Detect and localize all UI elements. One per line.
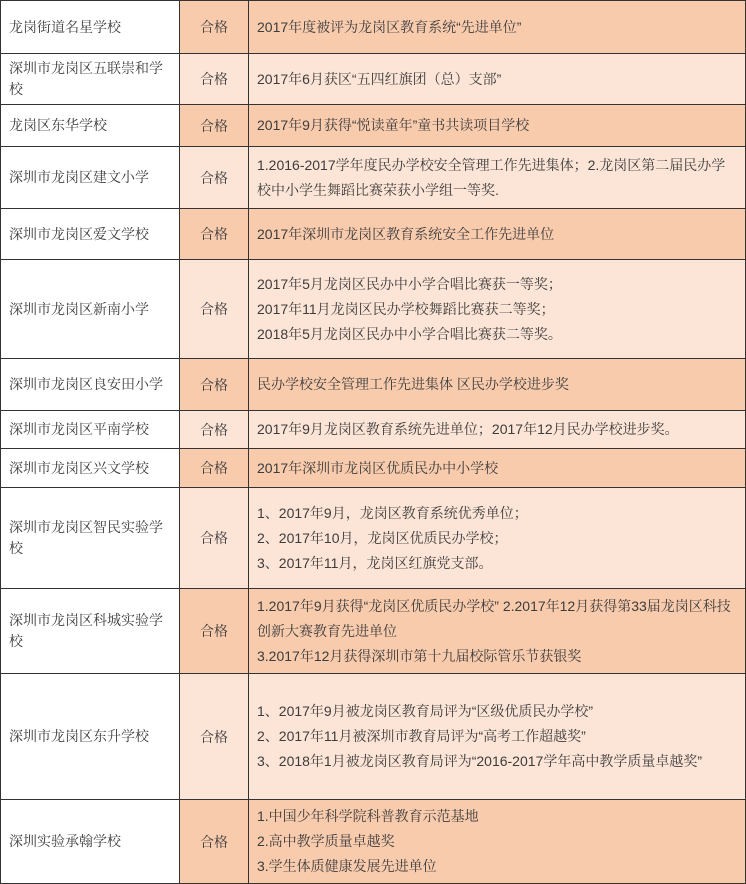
achievement-line: 1.2016-2017学年度民办学校安全管理工作先进集体；2.龙岗区第二届民办学校中小学生舞蹈比赛荣获小学组一等奖. — [257, 156, 726, 198]
achievement-line: 2017年6月获区“五四红旗团（总）支部” — [257, 70, 502, 87]
achievements-cell — [248, 1, 745, 53]
achievements-cell — [248, 674, 745, 799]
school-name-cell: 深圳市龙岗区平南学校 — [1, 411, 179, 448]
achievement-line: 2017年度被评为龙岗区教育系统“先进单位” — [257, 18, 522, 35]
achievement-line: 2017年深圳市龙岗区优质民办中小学校 — [257, 459, 499, 476]
status-cell: 合格 — [179, 800, 248, 883]
school-name-cell: 深圳市龙岗区建文小学 — [1, 147, 179, 208]
school-name-cell: 深圳市龙岗区东升学校 — [1, 674, 179, 799]
status-cell: 合格 — [179, 488, 248, 588]
school-name-cell: 深圳市龙岗区五联崇和学校 — [1, 54, 179, 104]
status-cell: 合格 — [179, 54, 248, 104]
table-row — [1, 208, 745, 259]
school-name-cell: 深圳市龙岗区科城实验学校 — [1, 589, 179, 673]
table-row — [1, 1, 745, 53]
status-cell: 合格 — [179, 209, 248, 259]
school-name-cell: 深圳市龙岗区新南小学 — [1, 260, 179, 358]
status-cell: 合格 — [179, 260, 248, 358]
achievement-line: 2017年9月龙岗区教育系统先进单位；2017年12月民办学校进步奖。 — [257, 421, 679, 437]
table-row — [1, 104, 745, 146]
achievement-line: 3、2018年1月被龙岗区教育局评为“2016-2017学年高中教学质量卓越奖” — [257, 753, 702, 769]
status-cell: 合格 — [179, 105, 248, 146]
achievement-line: 1、2017年9月，龙岗区教育系统优秀单位； — [257, 504, 528, 521]
achievements-cell — [248, 411, 745, 448]
table-row — [1, 588, 745, 673]
status-cell: 合格 — [179, 147, 248, 208]
achievements-cell — [248, 260, 745, 358]
achievement-line: 民办学校安全管理工作先进集体 区民办学校进步奖 — [257, 376, 569, 392]
table-row — [1, 673, 745, 799]
achievements-cell — [248, 449, 745, 487]
achievements-cell — [248, 209, 745, 259]
achievement-line: 1、2017年9月被龙岗区教育局评为“区级优质民办学校” — [257, 703, 594, 719]
achievement-line: 1.中国少年科学院科普教育示范基地 — [257, 808, 479, 824]
table-row — [1, 487, 745, 588]
school-name-cell: 龙岗区东华学校 — [1, 105, 179, 146]
achievement-line: 3.学生体质健康发展先进单位 — [257, 858, 437, 874]
achievement-line: 3.2017年12月获得深圳市第十九届校际管乐节获银奖 — [257, 647, 582, 664]
status-cell: 合格 — [179, 589, 248, 673]
achievement-line: 1.2017年9月获得“龙岗区优质民办学校” 2.2017年12月获得第33届龙岗区科技创新大赛教育先进单位 — [257, 597, 731, 639]
status-cell: 合格 — [179, 411, 248, 448]
achievements-cell — [248, 488, 745, 588]
achievements-cell — [248, 800, 745, 883]
school-name-cell: 深圳实验承翰学校 — [1, 800, 179, 883]
school-name-cell: 深圳市龙岗区兴文学校 — [1, 449, 179, 487]
achievement-line: 2.高中教学质量卓越奖 — [257, 833, 395, 849]
school-name-cell: 龙岗街道名星学校 — [1, 1, 179, 53]
status-cell: 合格 — [179, 1, 248, 53]
achievement-line: 2017年5月龙岗区民办中小学合唱比赛获一等奖； — [257, 275, 562, 292]
achievement-line: 2017年11月龙岗区民办学校舞蹈比赛获二等奖； — [257, 300, 555, 317]
achievements-cell — [248, 105, 745, 146]
table-row — [1, 410, 745, 448]
achievements-cell — [248, 147, 745, 208]
table-row — [1, 799, 745, 883]
status-cell: 合格 — [179, 359, 248, 410]
table-row — [1, 53, 745, 104]
achievement-line: 2017年9月获得“悦读童年”童书共读项目学校 — [257, 117, 530, 133]
table-row — [1, 448, 745, 487]
achievement-line: 2、2017年10月，龙岗区优质民办学校； — [257, 529, 508, 546]
achievement-line: 2017年深圳市龙岗区教育系统安全工作先进单位 — [257, 225, 555, 242]
achievements-cell — [248, 589, 745, 673]
achievement-line: 3、2017年11月，龙岗区红旗党支部。 — [257, 554, 493, 571]
status-cell: 合格 — [179, 674, 248, 799]
achievements-cell — [248, 359, 745, 410]
achievement-line: 2018年5月龙岗区民办中小学合唱比赛获二等奖。 — [257, 325, 562, 342]
table-row — [1, 146, 745, 208]
status-cell: 合格 — [179, 449, 248, 487]
school-name-cell: 深圳市龙岗区智民实验学校 — [1, 488, 179, 588]
table-row — [1, 358, 745, 410]
school-name-cell: 深圳市龙岗区良安田小学 — [1, 359, 179, 410]
achievements-cell — [248, 54, 745, 104]
school-name-cell: 深圳市龙岗区爱文学校 — [1, 209, 179, 259]
table-row — [1, 259, 745, 358]
achievement-line: 2、2017年11月被深圳市教育局评为“高考工作超越奖” — [257, 728, 586, 744]
